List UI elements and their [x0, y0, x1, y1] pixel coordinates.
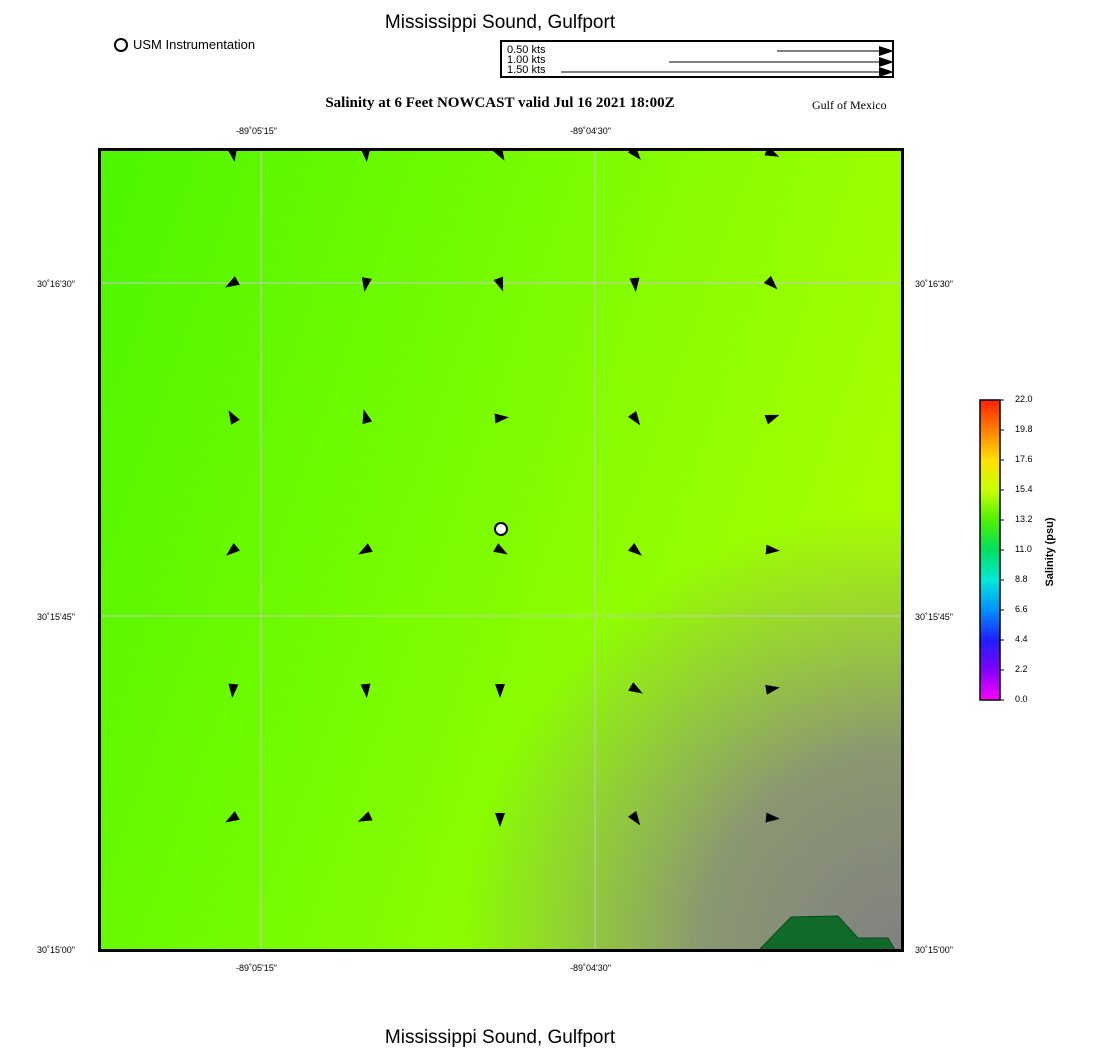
station-marker-icon: [114, 38, 128, 52]
speed-scale-label-2: 1.50 kts: [507, 64, 546, 76]
map-title: Mississippi Sound, Gulfport: [384, 12, 616, 33]
lat-tick-left-1: 30˚15'45": [37, 612, 75, 622]
lon-tick-bottom-1: -89˚04'30": [570, 963, 611, 973]
colorbar-tick-label: 4.4: [1015, 634, 1028, 644]
colorbar-tick-label: 19.8: [1015, 424, 1033, 434]
lat-tick-right-1: 30˚15'45": [915, 612, 953, 622]
station-legend: [114, 37, 255, 52]
speed-arrow-2: [561, 67, 892, 76]
colorbar-ramp: [980, 400, 1000, 700]
colorbar-tick-label: 15.4: [1015, 484, 1033, 494]
speed-scale-label-0: 0.50 kts: [507, 44, 546, 56]
lat-tick-left-2: 30˚15'00": [37, 945, 75, 955]
station-legend-label: USM Instrumentation: [133, 37, 256, 52]
lon-tick-top-1: -89˚04'30": [570, 126, 611, 136]
colorbar-tick-label: 6.6: [1015, 604, 1028, 614]
map-title-bottom: Mississippi Sound, Gulfport: [384, 1027, 616, 1048]
lat-tick-right-0: 30˚16'30": [915, 279, 953, 289]
lon-tick-top-0: -89˚05'15": [236, 126, 277, 136]
colorbar-tick-label: 11.0: [1015, 544, 1032, 554]
lon-tick-bottom-0: -89˚05'15": [236, 963, 277, 973]
speed-scale-legend: [500, 40, 894, 78]
colorbar-tick-label: 13.2: [1015, 514, 1033, 524]
map-subtitle: Salinity at 6 Feet NOWCAST valid Jul 16 2021 18:00Z: [325, 95, 675, 111]
lat-tick-right-2: 30˚15'00": [915, 945, 953, 955]
colorbar-tick-label: 0.0: [1015, 694, 1028, 704]
colorbar-title: Salinity (psu): [1044, 517, 1056, 587]
speed-scale-label-1: 1.00 kts: [507, 54, 546, 66]
usm-station-marker[interactable]: [495, 523, 507, 535]
colorbar-tick-label: 8.8: [1015, 574, 1028, 584]
salinity-map: [98, 148, 904, 952]
colorbar-tick-label: 17.6: [1015, 454, 1033, 464]
salinity-colorbar: [978, 398, 1004, 704]
colorbar-tick-label: 2.2: [1015, 664, 1028, 674]
lat-tick-left-0: 30˚16'30": [37, 279, 75, 289]
speed-scale-arrows: [502, 42, 892, 76]
speed-arrow-1: [669, 57, 892, 67]
speed-arrow-0: [777, 46, 892, 56]
region-label: Gulf of Mexico: [812, 98, 887, 112]
colorbar-tick-label: 22.0: [1015, 394, 1033, 404]
